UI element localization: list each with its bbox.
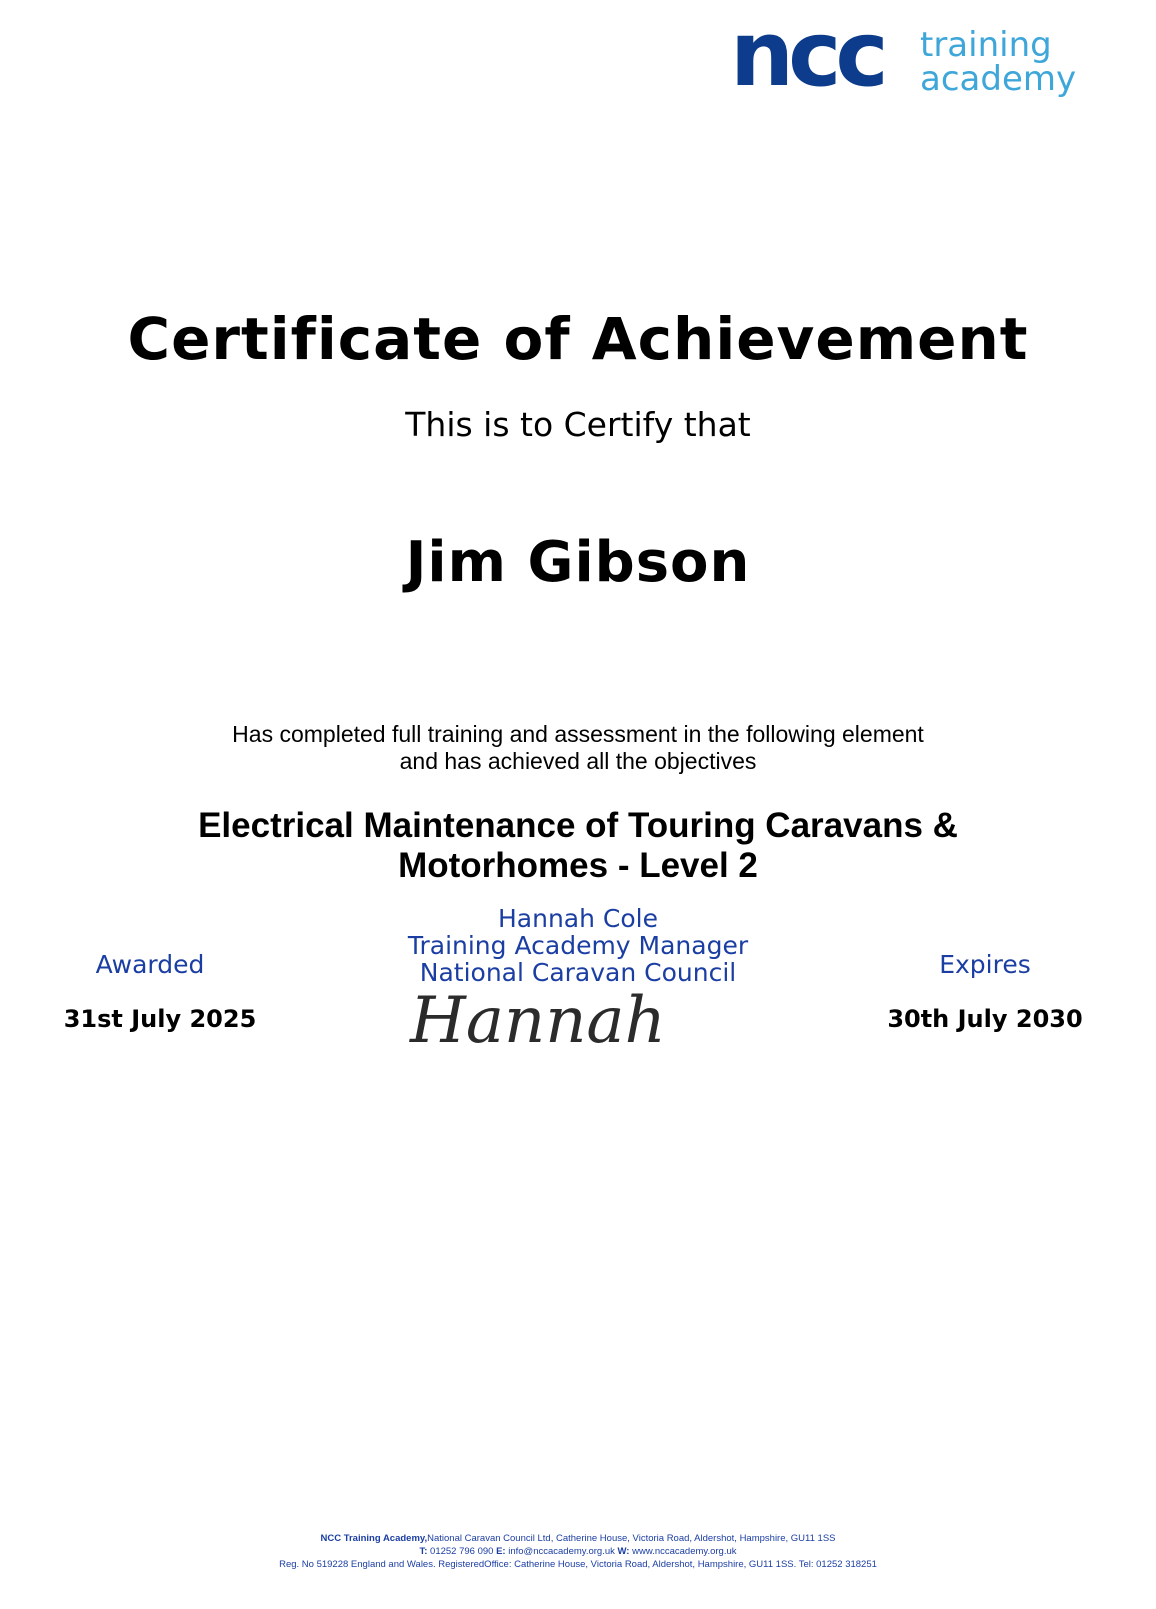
expires-label: Expires — [939, 950, 1031, 979]
signatory-role: Training Academy Manager — [407, 931, 749, 960]
signature-text: Hannah — [410, 984, 666, 1058]
logo-line-training: training — [920, 25, 1052, 65]
ncc-training-academy-logo — [730, 2, 1110, 110]
footer — [0, 1532, 1156, 1571]
course-title-line-1: Electrical Maintenance of Touring Caravans & — [198, 806, 958, 845]
logo-wordmark: ncc — [730, 2, 883, 107]
expires-date: 30th July 2030 — [887, 1005, 1083, 1033]
awarded-label: Awarded — [95, 950, 205, 979]
awarded-date: 31st July 2025 — [63, 1005, 257, 1033]
footer-line-1: NCC Training Academy,National Caravan Council Ltd, Catherine House, Victoria Road, Aldershot, Hampshire, GU11 1SS — [320, 1533, 836, 1544]
footer-line-3: Reg. No 519228 England and Wales. RegisteredOffice: Catherine House, Victoria Road, Aldershot, Hampshire, GU11 1SS. Tel: 01252 318251 — [279, 1559, 877, 1570]
certificate-title: Certificate of Achievement — [127, 305, 1029, 373]
course-title-line-2: Motorhomes - Level 2 — [398, 846, 758, 885]
certify-line: This is to Certify that — [405, 405, 751, 444]
course-title — [0, 806, 1156, 886]
signatory-name: Hannah Cole — [498, 904, 658, 933]
completion-line-2: and has achieved all the objectives — [399, 748, 757, 774]
handwritten-signature — [400, 980, 730, 1065]
completion-line-1: Has completed full training and assessment in the following element — [232, 721, 924, 747]
logo-line-academy: academy — [920, 59, 1077, 99]
signatory-organisation: National Caravan Council — [419, 958, 737, 987]
footer-line-2: T: 01252 796 090 E: info@nccacademy.org.uk W: www.nccacademy.org.uk — [419, 1546, 737, 1557]
recipient-name: Jim Gibson — [405, 530, 751, 595]
completion-statement — [0, 721, 1156, 775]
